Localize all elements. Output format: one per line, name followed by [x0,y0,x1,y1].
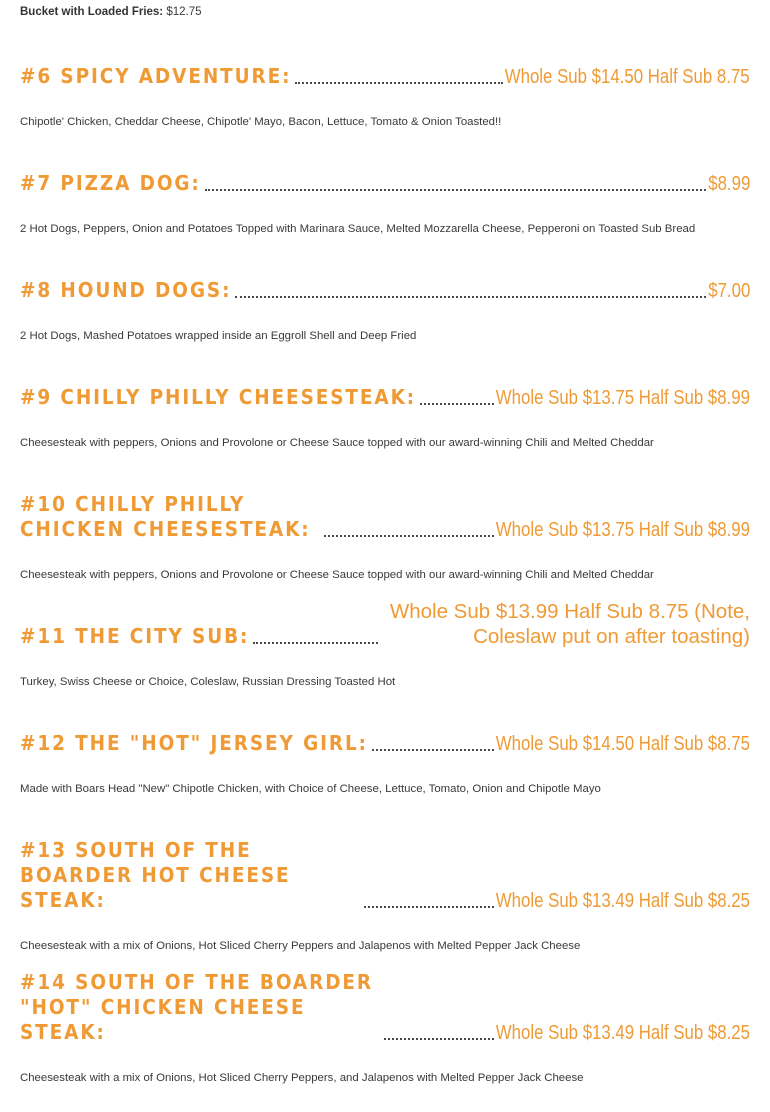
item-name: #6 SPICY ADVENTURE: [20,64,292,88]
top-item-line [20,6,202,18]
item-description: Cheesesteak with peppers, Onions and Provolone or Cheese Sauce topped with our award-winning Chili and Melted Cheddar [20,437,654,449]
item-name: #7 PIZZA DOG: [20,171,201,195]
item-price: Whole Sub $13.99 Half Sub 8.75 (Note, Coleslaw put on after toasting) [389,600,750,648]
item-description: Cheesesteak with a mix of Onions, Hot Sliced Cherry Peppers, and Jalapenos with Melted Pepper Jack Cheese [20,1072,584,1084]
item-price: Whole Sub $13.75 Half Sub $8.99 [495,386,750,409]
menu-item-11 [20,599,750,688]
menu-item-8 [20,278,750,342]
item-price: Whole Sub $13.49 Half Sub $8.25 [495,1021,750,1044]
item-name: #11 THE CITY SUB: [20,624,250,648]
menu-item-10 [20,492,750,581]
leader-dots [253,642,378,644]
leader-dots [235,296,705,298]
item-price: Whole Sub $14.50 Half Sub $8.75 [495,732,750,755]
item-price: Whole Sub $13.75 Half Sub $8.99 [495,518,750,541]
item-name: #12 THE "HOT" JERSEY GIRL: [20,731,368,755]
leader-dots [420,403,494,405]
leader-dots [205,189,706,191]
item-description: 2 Hot Dogs, Mashed Potatoes wrapped inside an Eggroll Shell and Deep Fried [20,330,417,342]
item-description: Cheesesteak with peppers, Onions and Provolone or Cheese Sauce topped with our award-winning Chili and Melted Cheddar [20,569,654,581]
item-name: #13 SOUTH OF THE BOARDER HOT CHEESE STEAK: [20,838,291,912]
leader-dots [372,749,494,751]
item-price: Whole Sub $14.50 Half Sub 8.75 [505,65,750,88]
menu-item-13 [20,838,750,952]
item-price: Whole Sub $13.49 Half Sub $8.25 [495,889,750,912]
item-description: Turkey, Swiss Cheese or Choice, Coleslaw, Russian Dressing Toasted Hot [20,676,396,688]
top-item-name: Bucket with Loaded Fries: [20,6,164,18]
item-name: #8 HOUND DOGS: [20,278,232,302]
leader-dots [324,535,494,537]
item-name: #10 CHILLY PHILLY CHICKEN CHEESESTEAK: [20,492,311,541]
menu-item-7 [20,171,750,235]
leader-dots [295,82,503,84]
menu-item-12 [20,731,750,795]
item-description: 2 Hot Dogs, Peppers, Onion and Potatoes Topped with Marinara Sauce, Melted Mozzarella Cheese, Pepperoni on Toasted Sub Bread [20,223,696,235]
item-description: Cheesesteak with a mix of Onions, Hot Sliced Cherry Peppers and Jalapenos with Melted Pepper Jack Cheese [20,940,581,952]
item-description: Made with Boars Head "New" Chipotle Chicken, with Choice of Cheese, Lettuce, Tomato, Onion and Chipotle Mayo [20,783,601,795]
leader-dots [384,1038,494,1040]
item-price: $8.99 [707,172,750,195]
item-name: #14 SOUTH OF THE BOARDER "HOT" CHICKEN CHEESE STEAK: [20,970,374,1044]
top-item-price: $12.75 [166,6,202,18]
item-description: Chipotle' Chicken, Cheddar Cheese, Chipotle' Mayo, Bacon, Lettuce, Tomato & Onion Toasted!! [20,116,502,128]
menu-item-6 [20,64,750,128]
item-name: #9 CHILLY PHILLY CHEESESTEAK: [20,385,417,409]
menu-item-14 [20,970,750,1084]
item-price: $7.00 [707,279,750,302]
leader-dots [364,906,494,908]
menu-item-9 [20,385,750,449]
